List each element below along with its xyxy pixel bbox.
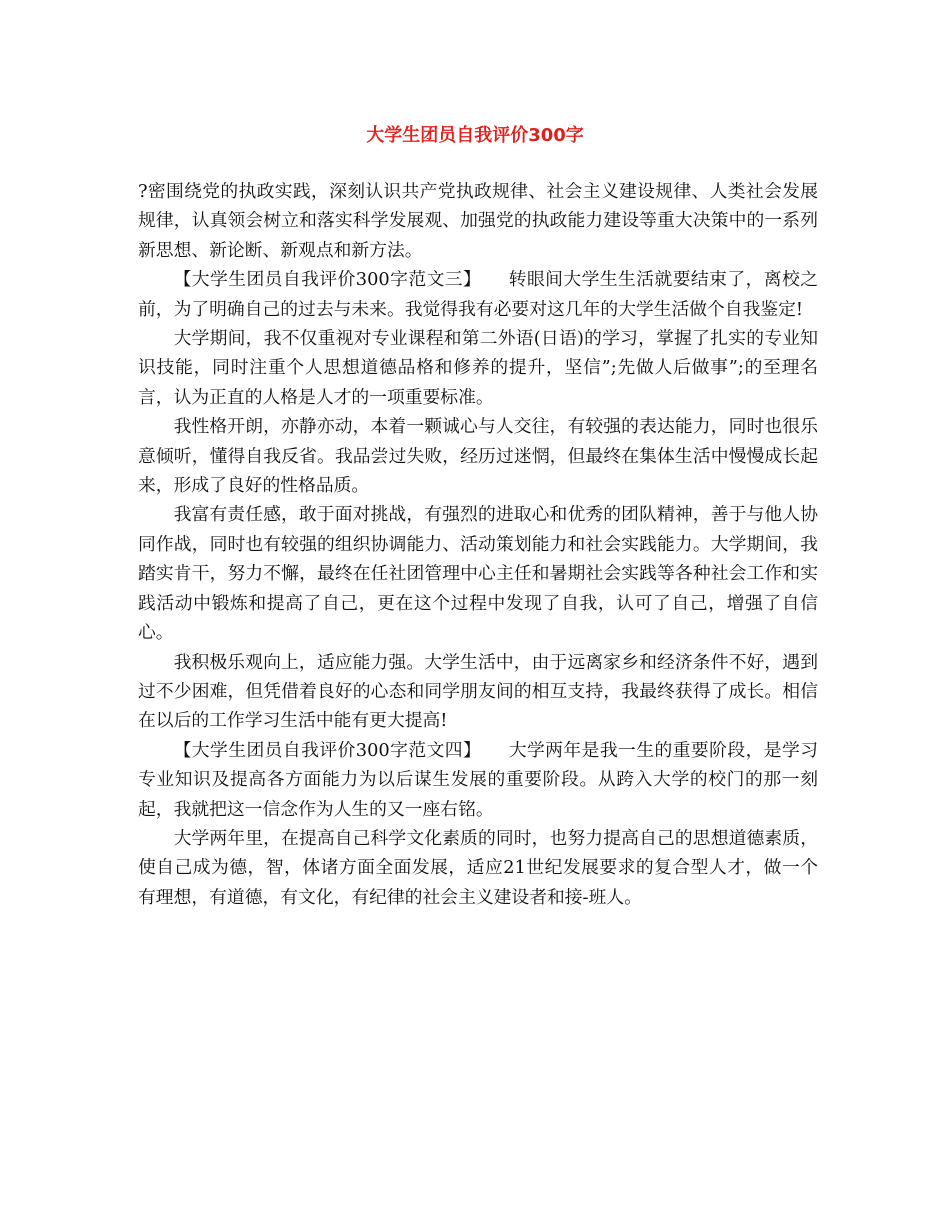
paragraph-7: 【大学生团员自我评价300字范文四】 大学两年是我一生的重要阶段，是学习专业知识及提高各方面能力为以后谋生发展的重要阶段。从跨入大学的校门的那一刻起，我就把这一信念作为人生的又一座右铭。 [138, 739, 818, 820]
paragraph-6: 我积极乐观向上，适应能力强。大学生活中，由于远离家乡和经济条件不好，遇到过不少困难，但凭借着良好的心态和同学朋友间的相互支持，我最终获得了成长。相信在以后的工作学习生活中能有更大提高! [138, 651, 818, 732]
paragraph-3: 大学期间，我不仅重视对专业课程和第二外语(日语)的学习，掌握了扎实的专业知识技能，同时注重个人思想道德品格和修养的提升，坚信”;先做人后做事”;的至理名言，认为正直的人格是人才的一项重要标准。 [138, 328, 818, 408]
document-body [138, 177, 818, 912]
paragraph-4: 我性格开朗，亦静亦动，本着一颗诚心与人交往，有较强的表达能力，同时也很乐意倾听，懂得自我反省。我品尝过失败，经历过迷惘，但最终在集体生活中慢慢成长起来，形成了良好的性格品质。 [138, 416, 818, 497]
paragraph-8: 大学两年里，在提高自己科学文化素质的同时，也努力提高自己的思想道德素质，使自己成为德，智，体诸方面全面发展，适应21世纪发展要求的复合型人才，做一个有理想，有道德，有文化，有纪律的社会主义建设者和接-班人。 [138, 827, 818, 908]
paragraph-2: 【大学生团员自我评价300字范文三】 转眼间大学生生活就要结束了，离校之前，为了明确自己的过去与未来。我觉得我有必要对这几年的大学生活做个自我鉴定! [138, 269, 818, 320]
paragraph-5: 我富有责任感，敢于面对挑战，有强烈的进取心和优秀的团队精神，善于与他人协同作战，同时也有较强的组织协调能力、活动策划能力和社会实践能力。大学期间，我踏实肯干，努力不懈，最终在任社团管理中心主任和暑期社会实践等各种社会工作和实践活动中锻炼和提高了自己，更在这个过程中发现了自我，认可了自己，增强了自信心。 [138, 504, 818, 644]
document-title: 大学生团员自我评价300字 [366, 125, 584, 146]
paragraph-1: ?密围绕党的执政实践，深刻认识共产党执政规律、社会主义建设规律、人类社会发展规律，认真领会树立和落实科学发展观、加强党的执政能力建设等重大决策中的一系列新思想、新论断、新观点和新方法。 [138, 181, 818, 261]
